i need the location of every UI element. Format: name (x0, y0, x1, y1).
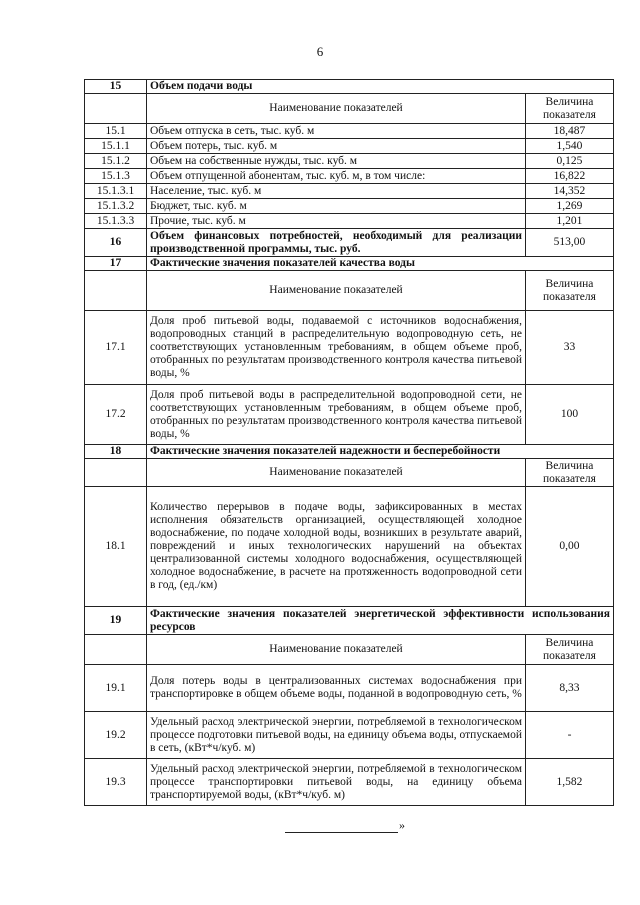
indicator-name: Объем потерь, тыс. куб. м (147, 139, 526, 154)
row-number: 15.1.2 (85, 154, 147, 169)
row-number: 15.1.3.2 (85, 199, 147, 214)
section-title: Объем подачи воды (147, 80, 614, 94)
table-row (85, 385, 614, 445)
table-row (85, 311, 614, 385)
table-row (85, 154, 614, 169)
indicator-name: Прочие, тыс. куб. м (147, 214, 526, 229)
header-row (85, 459, 614, 487)
header-row (85, 94, 614, 124)
row-number: 18 (85, 445, 147, 459)
table-row (85, 214, 614, 229)
header-row (85, 271, 614, 311)
row-number: 15 (85, 80, 147, 94)
table-row (85, 124, 614, 139)
indicator-name: Объем отпуска в сеть, тыс. куб. м (147, 124, 526, 139)
indicator-value: 1,269 (525, 199, 613, 214)
row-number: 17 (85, 257, 147, 271)
row-number: 17.1 (85, 311, 147, 385)
indicator-value: 1,582 (525, 759, 613, 806)
closing-line (285, 818, 405, 833)
row-number: 19.1 (85, 665, 147, 712)
section-19-row (85, 607, 614, 635)
indicator-name: Население, тыс. куб. м (147, 184, 526, 199)
section-title: Фактические значения показателей надежности и бесперебойности (147, 445, 614, 459)
indicator-value: 513,00 (525, 229, 613, 257)
indicator-value: 1,201 (525, 214, 613, 229)
column-header-value: Величина показателя (525, 271, 613, 311)
table-row (85, 487, 614, 607)
indicator-value: 18,487 (525, 124, 613, 139)
row-number: 19.3 (85, 759, 147, 806)
indicator-value: 16,822 (525, 169, 613, 184)
indicator-name: Объем на собственные нужды, тыс. куб. м (147, 154, 526, 169)
indicator-name: Удельный расход электрической энергии, потребляемой в технологическом процессе транспортировки питьевой воды, на единицу объема транспортируемой воды, (кВт*ч/куб. м) (147, 759, 526, 806)
column-header-value: Величина показателя (525, 635, 613, 665)
row-number: 15.1.3 (85, 169, 147, 184)
section-15-row (85, 80, 614, 94)
section-17-row (85, 257, 614, 271)
table-row (85, 712, 614, 759)
row-number: 19 (85, 607, 147, 635)
table-row (85, 139, 614, 154)
indicator-value: 33 (525, 311, 613, 385)
table-row (85, 199, 614, 214)
indicator-name: Удельный расход электрической энергии, потребляемой в технологическом процессе подготовки питьевой воды, на единицу объема воды, отпускаемой в сеть, (кВт*ч/куб. м) (147, 712, 526, 759)
column-header-value: Величина показателя (525, 459, 613, 487)
table-row (85, 759, 614, 806)
indicator-name: Доля проб питьевой воды в распределительной водопроводной сети, не соответствующих установленным требованиям, в общем объеме проб, отобранных по результатам производственного контроля качества питьевой воды, % (147, 385, 526, 445)
section-16-row (85, 229, 614, 257)
table-row (85, 665, 614, 712)
row-number: 16 (85, 229, 147, 257)
indicator-value: 100 (525, 385, 613, 445)
indicator-value: 1,540 (525, 139, 613, 154)
indicator-name: Бюджет, тыс. куб. м (147, 199, 526, 214)
row-number: 15.1.3.1 (85, 184, 147, 199)
indicator-value: 8,33 (525, 665, 613, 712)
row-number: 15.1.3.3 (85, 214, 147, 229)
underline-rule (285, 832, 398, 833)
indicator-value: 0,00 (525, 487, 613, 607)
indicator-name: Количество перерывов в подаче воды, зафиксированных в местах исполнения обязательств организацией, осуществляющей холодное водоснабжение, по подаче холодной воды, возникших в результате аварий, повреждений и иных технологических нарушений на объектах централизованной системы холодного водоснабжения, осуществляющей холодное водоснабжение, в расчете на протяженность водопроводной сети в год, (ед./км) (147, 487, 526, 607)
section-18-row (85, 445, 614, 459)
row-number: 19.2 (85, 712, 147, 759)
indicator-name: Доля проб питьевой воды, подаваемой с источников водоснабжения, водопроводных станций в распределительную водопроводную сеть, не соответствующих установленным требованиям, в общем объеме проб, отобранных по результатам производственного контроля качества питьевой воды, % (147, 311, 526, 385)
section-title: Фактические значения показателей качества воды (147, 257, 614, 271)
column-header-name: Наименование показателей (147, 94, 526, 124)
indicator-name: Объем отпущенной абонентам, тыс. куб. м, в том числе: (147, 169, 526, 184)
column-header-value: Величина показателя (525, 94, 613, 124)
table-row (85, 184, 614, 199)
section-title: Фактические значения показателей энергетической эффективности использования ресурсов (147, 607, 614, 635)
section-title: Объем финансовых потребностей, необходимый для реализации производственной программы, тыс. руб. (147, 229, 526, 257)
row-number: 17.2 (85, 385, 147, 445)
indicator-value: 14,352 (525, 184, 613, 199)
column-header-name: Наименование показателей (147, 271, 526, 311)
column-header-name: Наименование показателей (147, 635, 526, 665)
table-row (85, 169, 614, 184)
column-header-name: Наименование показателей (147, 459, 526, 487)
indicator-value: - (525, 712, 613, 759)
indicators-table (84, 79, 614, 806)
closing-quote-mark: » (399, 818, 405, 832)
indicator-value: 0,125 (525, 154, 613, 169)
row-number: 15.1 (85, 124, 147, 139)
indicator-name: Доля потерь воды в централизованных системах водоснабжения при транспортировке в общем объеме воды, поданной в водопроводную сеть, % (147, 665, 526, 712)
row-number: 15.1.1 (85, 139, 147, 154)
page-number: 6 (316, 44, 324, 59)
header-row (85, 635, 614, 665)
row-number: 18.1 (85, 487, 147, 607)
